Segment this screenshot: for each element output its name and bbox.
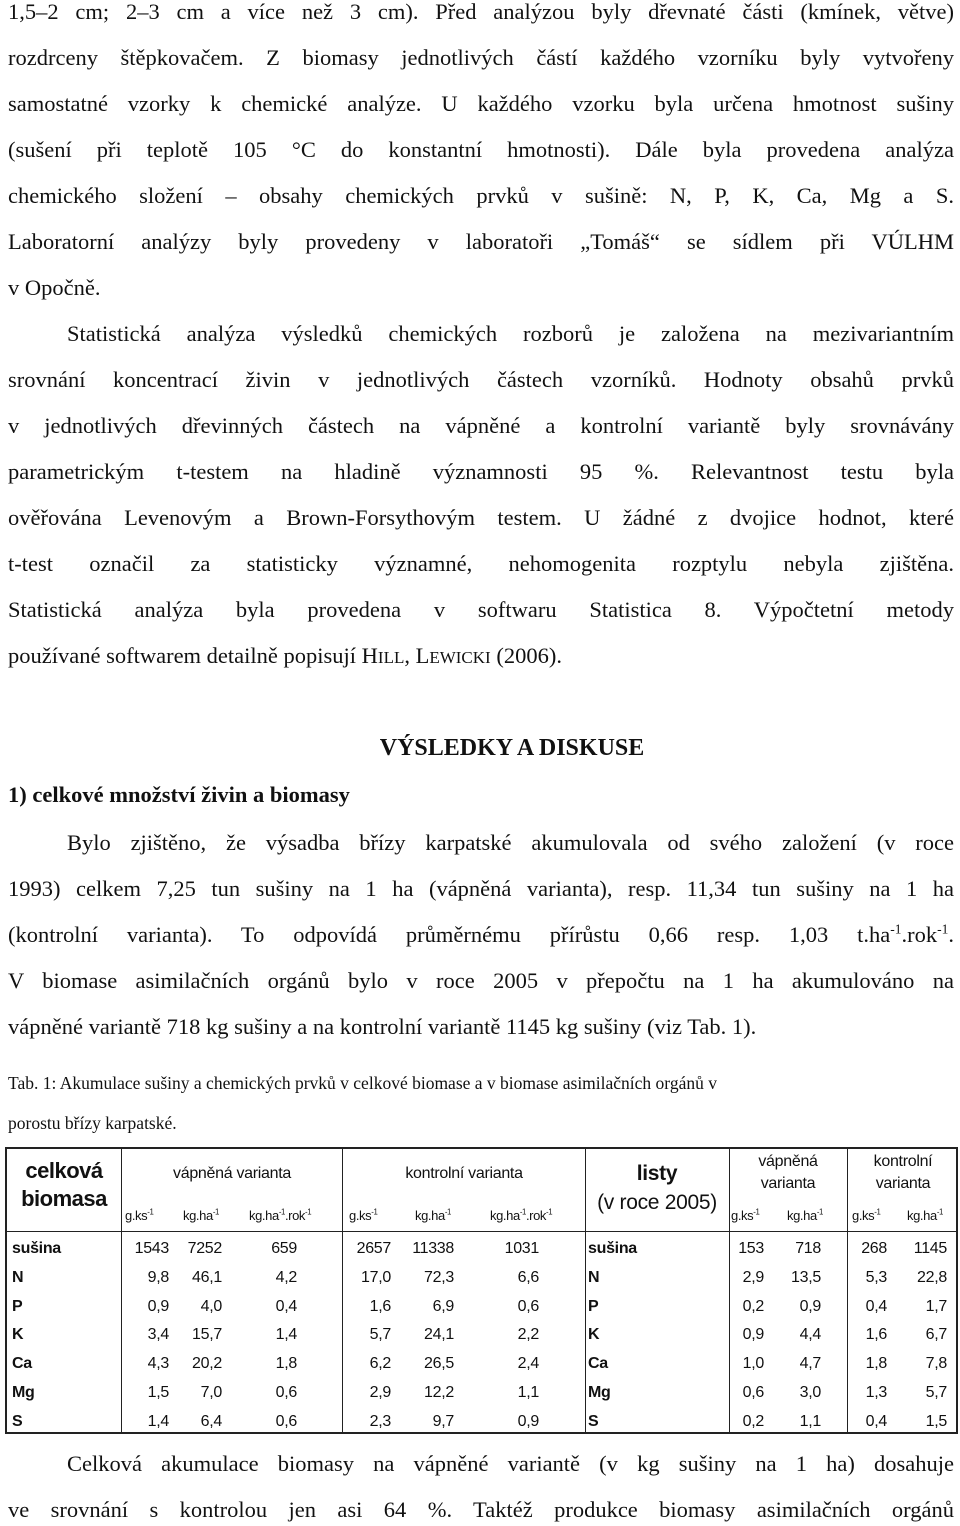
unit-label [349, 1208, 377, 1223]
section-heading: VÝSLEDKY A DISKUSE [379, 735, 645, 761]
header-text: celková [25, 1158, 103, 1183]
table-cell: 1145 [913, 1240, 947, 1257]
table-cell: 1543 [134, 1240, 169, 1257]
table-cell: 9,7 [432, 1413, 454, 1430]
subheading: 1) celkové množství živin a biomasy [8, 782, 350, 807]
table-cell: 0,4 [275, 1298, 297, 1315]
unit-label [907, 1208, 943, 1223]
row-label: K [588, 1326, 600, 1343]
text-line: Celková akumulace biomasy na vápněné variantě (v kg sušiny na 1 ha) dosahuje [67, 1451, 954, 1476]
table-cell: 13,5 [791, 1269, 821, 1286]
unit-label [249, 1208, 311, 1223]
unit-label [787, 1208, 823, 1223]
table-cell: 1,1 [517, 1384, 539, 1401]
text-span: .rok [901, 922, 938, 947]
row-label: S [12, 1413, 23, 1430]
text-line: vápněné variantě 718 kg sušiny a na kontrolní variantě 1145 kg sušiny (viz Tab. 1). [8, 1014, 757, 1039]
unit-text: kg.ha [787, 1208, 817, 1223]
superscript: -1 [371, 1207, 378, 1217]
header-leaves-control [848, 1151, 958, 1195]
unit-text: kg.ha [907, 1208, 937, 1223]
header-text: vápněná [758, 1153, 818, 1170]
table-cell: 1,8 [275, 1355, 297, 1372]
row-label: N [12, 1269, 24, 1286]
text-line: v Opočně. [8, 275, 101, 300]
table-cell: 4,2 [275, 1269, 297, 1286]
table-cell: 17,0 [361, 1269, 391, 1286]
table-cell: 22,8 [917, 1269, 947, 1286]
table-cell: 0,4 [865, 1298, 887, 1315]
author-initial: L [415, 643, 430, 668]
text-span: (kontrolní varianta). To odpovídá průměrnému přírůstu 0,66 resp. 1,03 t.ha [8, 922, 891, 947]
row-label: S [588, 1413, 599, 1430]
unit-text: g.ks [852, 1208, 875, 1223]
table-cell: 0,9 [147, 1298, 169, 1315]
table-caption: porostu břízy karpatské. [8, 1113, 177, 1133]
table-cell: 718 [795, 1240, 821, 1257]
table-cell: 0,2 [742, 1298, 764, 1315]
author-rest: EWICKI [429, 648, 491, 667]
unit-label [490, 1208, 552, 1223]
text-line: Bylo zjištěno, že výsadba břízy karpatské akumulovala od svého založení (v roce [67, 830, 954, 855]
table-cell: 0,6 [275, 1384, 297, 1401]
header-text: kontrolní [873, 1153, 933, 1170]
row-label: N [588, 1269, 600, 1286]
superscript: -1 [212, 1207, 219, 1217]
text-line: (sušení při teplotě 105 °C do konstantní hmotnosti). Dále byla provedena analýza [8, 137, 954, 162]
table-cell: 20,2 [192, 1355, 222, 1372]
table-cell: 12,2 [424, 1384, 454, 1401]
unit-text: .rok [284, 1208, 306, 1223]
table-cell: 4,0 [200, 1298, 222, 1315]
table-cell: 0,9 [799, 1298, 821, 1315]
table-cell: 4,3 [147, 1355, 169, 1372]
author-rest: ILL [377, 648, 405, 667]
superscript: -1 [519, 1207, 526, 1217]
table-cell: 0,6 [517, 1298, 539, 1315]
table-cell: 0,6 [742, 1384, 764, 1401]
table-cell: 5,3 [865, 1269, 887, 1286]
table-cell: 1,8 [865, 1355, 887, 1372]
data-table [5, 1147, 958, 1434]
table-cell: 0,9 [742, 1326, 764, 1343]
table-cell: 268 [861, 1240, 887, 1257]
table-cell: 659 [271, 1240, 297, 1257]
header-leaves-lime [730, 1151, 846, 1195]
superscript: -1 [147, 1207, 154, 1217]
table-cell: 1,4 [147, 1413, 169, 1430]
unit-text: kg.ha [183, 1208, 213, 1223]
row-label: Ca [588, 1355, 608, 1372]
table-cell: 1,6 [865, 1326, 887, 1343]
table-cell: 46,1 [192, 1269, 222, 1286]
unit-text: g.ks [125, 1208, 148, 1223]
superscript: -1 [444, 1207, 451, 1217]
superscript: -1 [546, 1207, 553, 1217]
row-label: Ca [12, 1355, 32, 1372]
table-cell: 1,0 [742, 1355, 764, 1372]
header-lime-variant: vápněná varianta [173, 1165, 291, 1182]
unit-text: kg.ha [249, 1208, 279, 1223]
table-cell: 2,4 [517, 1355, 539, 1372]
header-text: biomasa [21, 1186, 107, 1211]
table-cell: 3,4 [147, 1326, 169, 1343]
text-line: samostatné vzorky k chemické analýze. U každého vzorku byla určena hmotnost sušiny [8, 91, 954, 116]
unit-text: g.ks [349, 1208, 372, 1223]
unit-text: .rok [525, 1208, 547, 1223]
header-text: listy [636, 1162, 678, 1185]
citation-year: (2006). [490, 643, 562, 668]
table-cell: 0,2 [742, 1413, 764, 1430]
header-leaves [586, 1159, 728, 1217]
table-cell: 2,3 [369, 1413, 391, 1430]
table-cell: 1,4 [275, 1326, 297, 1343]
text-line: 1,5–2 cm; 2–3 cm a více než 3 cm). Před analýzou byly dřevnaté části (kmínek, větve) [8, 0, 954, 24]
table-cell: 1,5 [925, 1413, 947, 1430]
superscript: -1 [753, 1207, 760, 1217]
row-label: sušina [12, 1240, 61, 1257]
table-cell: 0,6 [275, 1413, 297, 1430]
row-label: sušina [588, 1240, 637, 1257]
unit-label [852, 1208, 880, 1223]
superscript: -1 [278, 1207, 285, 1217]
table-cell: 1,6 [369, 1298, 391, 1315]
text-line: Laboratorní analýzy byly provedeny v laboratoři „Tomáš“ se sídlem při VÚLHM [8, 229, 954, 254]
unit-text: kg.ha [415, 1208, 445, 1223]
table-cell: 4,7 [799, 1355, 821, 1372]
table-caption: Tab. 1: Akumulace sušiny a chemických prvků v celkové biomase a v biomase asimilačních orgánů v [8, 1073, 717, 1093]
header-text: varianta [875, 1175, 931, 1192]
table-cell: 2,2 [517, 1326, 539, 1343]
table-cell: 6,2 [369, 1355, 391, 1372]
table-cell: 15,7 [192, 1326, 222, 1343]
text-line: chemického složení – obsahy chemických prvků v sušině: N, P, K, Ca, Mg a S. [8, 183, 954, 208]
table-cell: 1,7 [925, 1298, 947, 1315]
table-divider [7, 1231, 956, 1232]
unit-text: g.ks [731, 1208, 754, 1223]
table-cell: 3,0 [799, 1384, 821, 1401]
text-line: v jednotlivých dřevinných částech na vápněné a kontrolní variantě byly srovnávány [8, 413, 954, 438]
row-label: P [588, 1298, 599, 1315]
author-initial: H [361, 643, 378, 668]
superscript: -1 [937, 921, 949, 937]
text-line: t-test označil za statisticky významné, nehomogenita rozptylu nebyla zjištěna. [8, 551, 954, 576]
table-cell: 6,7 [925, 1326, 947, 1343]
table-cell: 5,7 [369, 1326, 391, 1343]
row-label: P [12, 1298, 23, 1315]
header-control-variant: kontrolní varianta [405, 1165, 523, 1182]
table-cell: 153 [738, 1240, 764, 1257]
table-cell: 11338 [412, 1240, 454, 1257]
table-cell: 1031 [504, 1240, 539, 1257]
table-cell: 9,8 [147, 1269, 169, 1286]
header-total-biomass [9, 1157, 119, 1213]
superscript: -1 [874, 1207, 881, 1217]
table-cell: 4,4 [799, 1326, 821, 1343]
text-line [8, 920, 954, 950]
table-cell: 6,9 [432, 1298, 454, 1315]
text-line: ověřována Levenovým a Brown-Forsythovým testem. U žádné z dvojice hodnot, které [8, 505, 954, 530]
row-label: Mg [12, 1384, 35, 1401]
table-cell: 1,1 [799, 1413, 821, 1430]
superscript: -1 [890, 921, 902, 937]
text-line: srovnání koncentrací živin v jednotlivých částech vzorníků. Hodnoty obsahů prvků [8, 367, 954, 392]
table-cell: 7,8 [925, 1355, 947, 1372]
text-line [8, 641, 954, 673]
table-cell: 72,3 [424, 1269, 454, 1286]
row-label: Mg [588, 1384, 611, 1401]
text-span: . [948, 922, 954, 947]
text-line: parametrickým t-testem na hladině významnosti 95 %. Relevantnost testu byla [8, 459, 954, 484]
unit-label [731, 1208, 759, 1223]
text-line: ve srovnání s kontrolou jen asi 64 %. Taktéž produkce biomasy asimilačních orgánů [8, 1497, 954, 1522]
table-cell: 1,3 [865, 1384, 887, 1401]
text-line: Statistická analýza byla provedena v softwaru Statistica 8. Výpočtetní metody [8, 597, 954, 622]
table-cell: 1,5 [147, 1384, 169, 1401]
table-cell: 7,0 [200, 1384, 222, 1401]
table-cell: 26,5 [424, 1355, 454, 1372]
text-line: Statistická analýza výsledků chemických rozborů je založena na mezivariantním [67, 321, 954, 346]
table-cell: 24,1 [424, 1326, 454, 1343]
row-label: K [12, 1326, 24, 1343]
table-cell: 7252 [187, 1240, 222, 1257]
superscript: -1 [816, 1207, 823, 1217]
unit-text: kg.ha [490, 1208, 520, 1223]
unit-label [183, 1208, 219, 1223]
table-cell: 6,6 [517, 1269, 539, 1286]
unit-label [415, 1208, 451, 1223]
text-line: 1993) celkem 7,25 tun sušiny na 1 ha (vápněná varianta), resp. 11,34 tun sušiny na 1 ha [8, 876, 954, 901]
table-cell: 6,4 [200, 1413, 222, 1430]
header-text: (v roce 2005) [597, 1191, 717, 1214]
superscript: -1 [936, 1207, 943, 1217]
text-span: používané softwarem detailně popisují [8, 643, 362, 668]
text-span: , [404, 643, 416, 668]
table-cell: 2,9 [742, 1269, 764, 1286]
text-line: rozdrceny štěpkovačem. Z biomasy jednotlivých částí každého vzorníku byly vytvořeny [8, 45, 954, 70]
text-line: V biomase asimilačních orgánů bylo v roce 2005 v přepočtu na 1 ha akumulováno na [8, 968, 954, 993]
table-cell: 0,4 [865, 1413, 887, 1430]
unit-label [125, 1208, 153, 1223]
table-cell: 0,9 [517, 1413, 539, 1430]
table-cell: 5,7 [925, 1384, 947, 1401]
superscript: -1 [305, 1207, 312, 1217]
table-cell: 2657 [356, 1240, 391, 1257]
header-text: varianta [760, 1175, 816, 1192]
table-cell: 2,9 [369, 1384, 391, 1401]
